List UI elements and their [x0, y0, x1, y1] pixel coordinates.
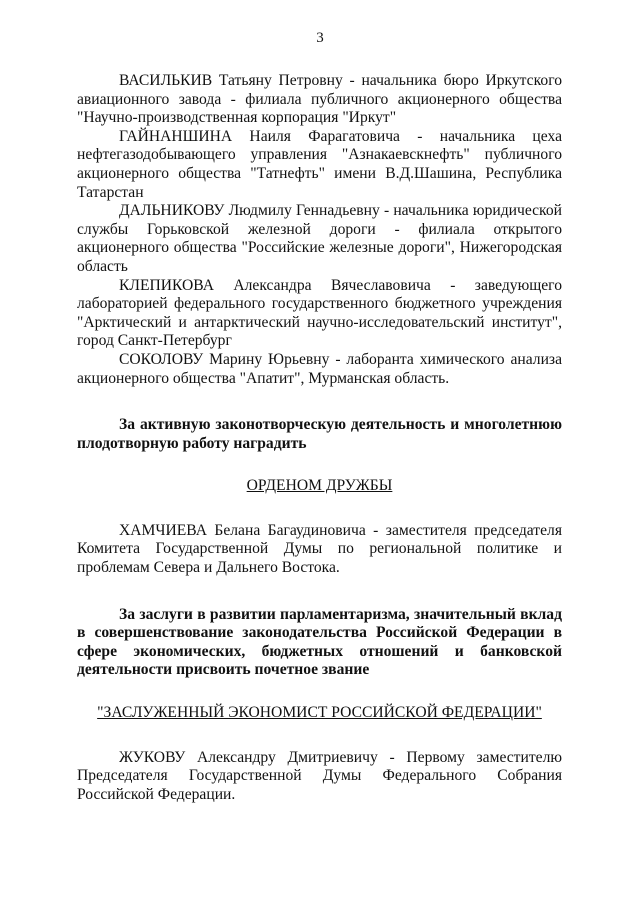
recipient-paragraph: ДАЛЬНИКОВУ Людмилу Геннадьевну - начальника юридической службы Горьковской железной дороги - филиала открытого акционерного общества "Российские железные дороги", Нижегородская область: [77, 202, 562, 275]
award-heading-honored-economist: "ЗАСЛУЖЕННЫЙ ЭКОНОМИСТ РОССИЙСКОЙ ФЕДЕРАЦИИ": [97, 704, 542, 722]
recipient-paragraph: ХАМЧИЕВА Белана Багаудиновича - заместителя председателя Комитета Государственной Думы по региональной политике и проблемам Севера и Дальнего Востока.: [77, 521, 562, 577]
recipient-paragraph: СОКОЛОВУ Марину Юрьевну - лаборанта химического анализа акционерного общества "Апатит", Мурманская область.: [77, 350, 562, 387]
recipient-paragraph: ГАЙНАНШИНА Наиля Фарагатовича - начальника цеха нефтегазодобывающего управления "Азнакаевскнефть" публичного акционерного общества "Татнефть" имени В.Д.Шашина, Республика Татарстан: [77, 127, 562, 201]
document-body: [77, 72, 562, 804]
recipient-paragraph: КЛЕПИКОВА Александра Вячеславовича - заведующего лабораторией федерального государственного бюджетного учреждения "Арктический и антарктический научно-исследовательский институт", город Санкт-Петербург: [77, 276, 562, 350]
decree-statement-honorary-title: За заслуги в развитии парламентаризма, значительный вклад в совершенствование законодательства Российской Федерации в сфере экономических, бюджетных отношений и банковской деятельности присвоить почетное звание: [77, 605, 562, 679]
decree-statement-friendship: За активную законотворческую деятельность и многолетнюю плодотворную работу наградить: [77, 416, 562, 452]
award-heading-order-of-friendship: ОРДЕНОМ ДРУЖБЫ: [246, 477, 393, 495]
recipient-paragraph: ЖУКОВУ Александру Дмитриевичу - Первому заместителю Председателя Государственной Думы Федерального Собрания Российской Федерации.: [77, 748, 562, 803]
page-number: 3: [316, 30, 324, 46]
recipient-paragraph: ВАСИЛЬКИВ Татьяну Петровну - начальника бюро Иркутского авиационного завода - филиала публичного акционерного общества "Научно-производственная корпорация "Иркут": [77, 72, 562, 127]
